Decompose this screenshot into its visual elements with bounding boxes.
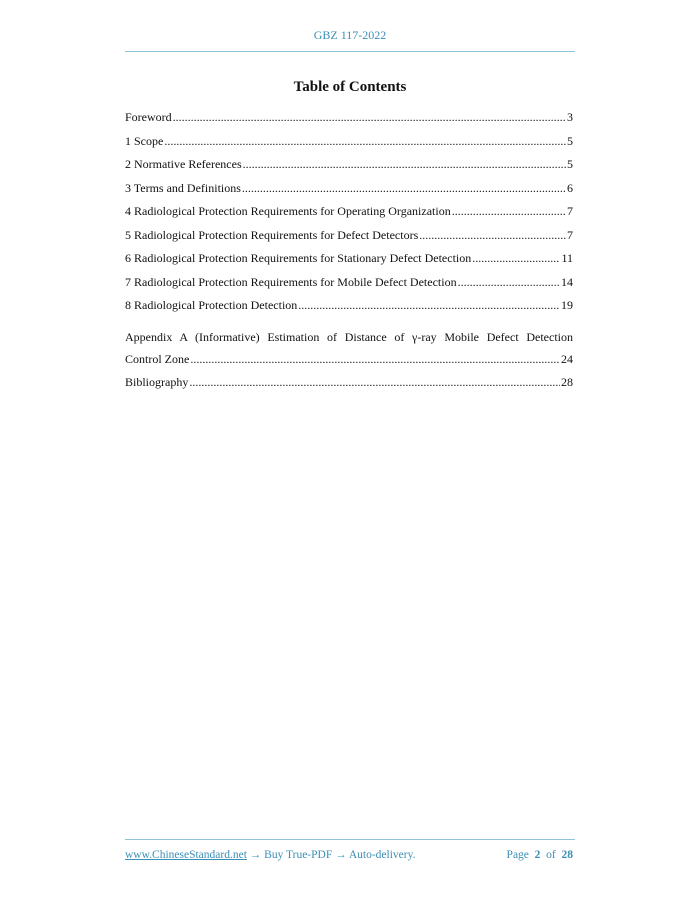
toc-entry-terms-definitions[interactable] xyxy=(125,181,573,205)
page-footer xyxy=(125,849,573,861)
toc-dot-leader xyxy=(472,251,560,263)
toc-dot-leader xyxy=(243,157,566,169)
toc-dot-leader xyxy=(452,204,566,216)
of-word: of xyxy=(546,849,556,861)
toc-dot-leader xyxy=(242,181,566,193)
toc-dot-leader xyxy=(173,110,566,122)
toc-entry-foreword[interactable] xyxy=(125,110,573,134)
toc-entry-label: Bibliography xyxy=(125,375,189,389)
current-page-number: 2 xyxy=(534,849,541,861)
toc-dot-leader xyxy=(164,134,566,146)
toc-appendix-title-line: Appendix A (Informative) Estimation of Distance of γ-ray Mobile Defect Detection xyxy=(125,329,573,344)
toc-entry-normative-references[interactable] xyxy=(125,157,573,181)
header-divider xyxy=(125,51,575,52)
footer-promo-text: → Buy True-PDF → Auto-delivery. xyxy=(246,849,416,861)
toc-title: Table of Contents xyxy=(293,79,407,95)
toc-entry-page: 5 xyxy=(567,157,573,171)
page-header: GBZ 117-2022 xyxy=(313,28,387,42)
page-word: Page xyxy=(506,849,529,861)
footer-promo xyxy=(125,849,415,861)
toc-entry-label: 6 Radiological Protection Requirements for Stationary Defect Detection xyxy=(125,251,472,265)
toc-entry-label: 5 Radiological Protection Requirements for Defect Detectors xyxy=(125,227,419,242)
website-link[interactable]: www.ChineseStandard.net xyxy=(125,849,247,861)
toc-entry-page: 14 xyxy=(561,274,573,289)
toc-entry-stationary-detection[interactable] xyxy=(125,251,573,275)
toc-entry-protection-detection[interactable] xyxy=(125,298,573,322)
toc-entry-page: 28 xyxy=(561,375,573,389)
toc-entry-label: 4 Radiological Protection Requirements for Operating Organization xyxy=(125,204,451,218)
toc-entry-page: 3 xyxy=(567,110,573,124)
toc-entry-operating-organization[interactable] xyxy=(125,204,573,228)
toc-entry-label: 1 Scope xyxy=(125,133,164,148)
toc-entry-page: 6 xyxy=(567,180,573,195)
toc-entry-label: 2 Normative References xyxy=(125,157,242,171)
toc-entry-page: 24 xyxy=(561,351,573,366)
toc-entry-label: Control Zone xyxy=(125,351,190,366)
toc-entry-scope[interactable] xyxy=(125,134,573,158)
footer-divider xyxy=(125,839,575,840)
toc-dot-leader xyxy=(458,275,560,287)
toc-entry-defect-detectors[interactable] xyxy=(125,228,573,252)
toc-appendix-continuation xyxy=(125,352,573,376)
toc-entry-page: 19 xyxy=(561,298,573,312)
toc-entry-mobile-detection[interactable] xyxy=(125,275,573,299)
toc-dot-leader xyxy=(189,375,560,387)
toc-entry-label: Foreword xyxy=(125,110,172,124)
total-pages-number: 28 xyxy=(561,849,573,861)
toc-entry-page: 7 xyxy=(567,227,573,242)
toc-entry-page: 11 xyxy=(561,251,573,265)
toc-dot-leader xyxy=(298,298,560,310)
toc-entry-page: 5 xyxy=(567,133,573,148)
toc-entry-label: 7 Radiological Protection Requirements for Mobile Defect Detection xyxy=(125,274,457,289)
toc-entry-label: 3 Terms and Definitions xyxy=(125,180,241,195)
toc-dot-leader xyxy=(190,352,560,364)
toc-entry-label: 8 Radiological Protection Detection xyxy=(125,298,298,312)
toc-entry-page: 7 xyxy=(567,204,573,218)
toc-entry-appendix-a[interactable] xyxy=(125,330,573,376)
page-indicator xyxy=(507,849,573,861)
toc-list xyxy=(125,110,573,399)
toc-entry-bibliography[interactable] xyxy=(125,375,573,399)
toc-dot-leader xyxy=(419,228,566,240)
